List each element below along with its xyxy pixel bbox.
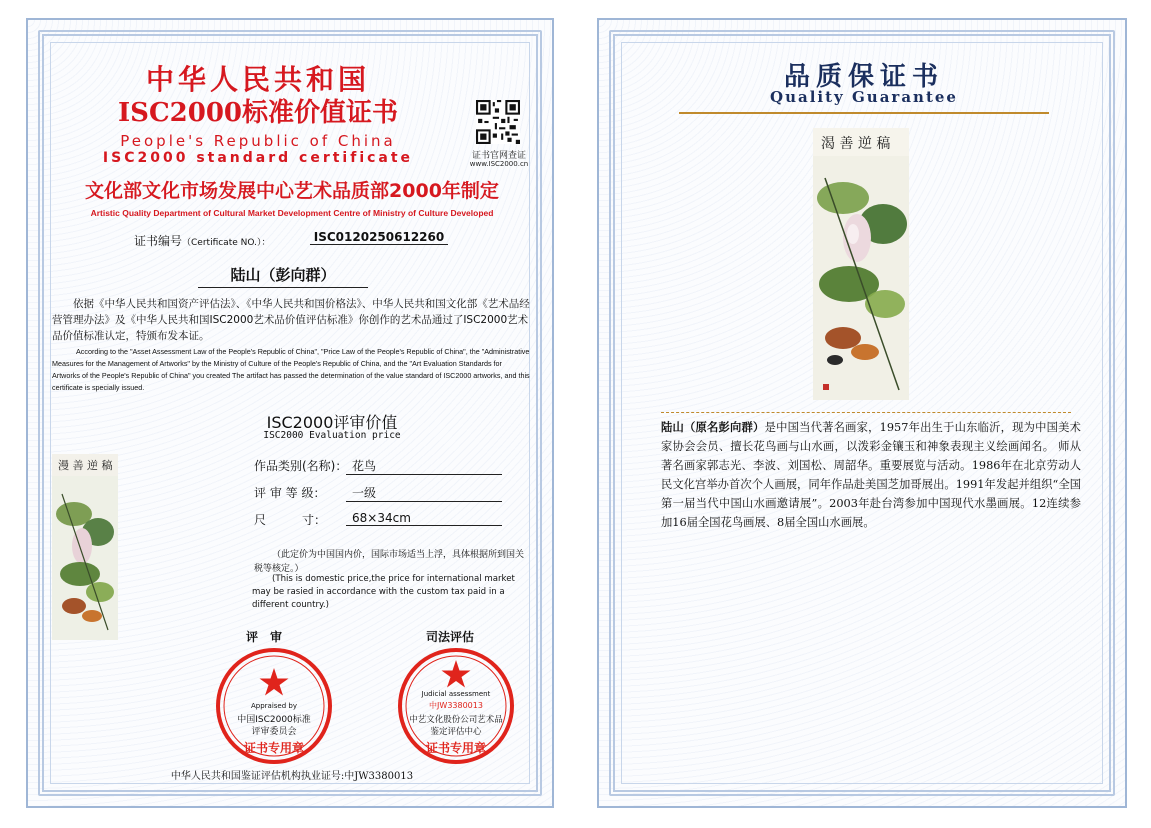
svg-text:中艺文化股份公司艺术品: 中艺文化股份公司艺术品 xyxy=(409,715,503,725)
svg-text:中国ISC2000标准: 中国ISC2000标准 xyxy=(237,715,311,725)
artist-biography xyxy=(661,418,1081,532)
certificate-title-isc: ISC2000标准价值证书 xyxy=(118,98,398,128)
department-cn: 文化部文化市场发展中心艺术品质部2000年制定 xyxy=(85,180,499,202)
license-footer: 中华人民共和国鉴证评估机构执业证号:中JW3380013 xyxy=(170,771,414,782)
title-divider xyxy=(679,112,1049,114)
review-seal-stamp xyxy=(214,646,334,766)
certificate-title-en: People's Republic of China xyxy=(120,132,396,150)
evaluation-subtitle: ISC2000 Evaluation price xyxy=(263,430,401,441)
svg-text:渴 善 逆 稿: 渴 善 逆 稿 xyxy=(821,136,891,152)
bio-text: 是中国当代著名画家，1957年出生于山东临沂，现为中国美术家协会会员、擅长花鸟画与山水画，以泼彩金镶玉和神象表现主义绘画闻名。 师从著名画家郭志光、李波、刘国松、周韶华。重要展览与活动。1986年在北京劳动人民文化宫举办首次个人画展，同年作品赴美国芝加哥展出。1991年发起并组织“全国第一届当代中国山水画邀请展”。2003年赴台湾参加中国现代水墨画展。12连续参加16届全国花鸟画展、8届全国山水画展。 xyxy=(661,421,1081,529)
legal-basis-cn: 依据《中华人民共和国资产评估法》、《中华人民共和国价格法》、中华人民共和国文化部《艺术品经营管理办法》及《中华人民共和国ISC2000艺术品价值评估标准》你创作的艺术品通过了ISC2000艺术品价值标准认定，特颁布发本证。 xyxy=(52,298,530,342)
cert-no-label-en: （Certificate NO.）： xyxy=(182,238,271,248)
svg-text:证书专用章: 证书专用章 xyxy=(425,741,487,755)
legal-basis-en: According to the "Asset Assessment Law of the People's Republic of China", "Price Law of the People's Republic of China", the "Administrative Measures for the Management of Artworks" by the Ministry of Culture of the People's Republic of China, and the "Art Evaluation Standards for Artworks of the People's Republic of China" you created The artifact has passed the determination of the value standard of ISC2000 artworks, and this certificate is specially issued. xyxy=(52,347,530,392)
evaluation-title: ISC2000评审价值 xyxy=(266,413,398,432)
field-grade-label: 评 审 等 级： xyxy=(254,486,326,500)
department-en: Artistic Quality Department of Cultural Market Development Centre of Ministry of Culture Developed xyxy=(90,208,494,218)
artwork-image xyxy=(813,128,909,400)
quality-guarantee-title: 品质保证书 xyxy=(783,62,944,92)
judicial-seal-stamp xyxy=(396,646,516,766)
certificate-left-page xyxy=(26,18,554,808)
field-size-value: 68×34cm xyxy=(346,511,502,526)
svg-text:证书专用章: 证书专用章 xyxy=(243,741,305,755)
svg-text:中JW3380013: 中JW3380013 xyxy=(429,701,483,710)
certificate-right-page xyxy=(597,18,1127,808)
quality-guarantee-subtitle: Quality Guarantee xyxy=(770,88,958,106)
svg-text:Appraised by: Appraised by xyxy=(251,702,297,710)
field-size-label: 尺 寸： xyxy=(254,513,327,527)
bio-divider xyxy=(661,412,1071,413)
field-category-value: 花鸟 xyxy=(346,457,502,475)
qr-url: www.ISC2000.cn xyxy=(469,160,529,168)
svg-text:漫 善 逆 稿: 漫 善 逆 稿 xyxy=(58,459,113,472)
svg-text:Judicial assessment: Judicial assessment xyxy=(421,690,491,698)
svg-text:鉴定评估中心: 鉴定评估中心 xyxy=(430,727,482,737)
certificate-subtitle-en: ISC2000 standard certificate xyxy=(102,150,414,166)
review-heading: 评 审 xyxy=(246,630,283,644)
cert-no-label-cn: 证书编号 xyxy=(134,234,183,248)
certificate-number-value: ISC0120250612260 xyxy=(310,230,448,245)
artist-name: 陆山（彭向群） xyxy=(198,264,368,288)
svg-text:评审委员会: 评审委员会 xyxy=(251,727,297,737)
field-grade-value: 一级 xyxy=(346,484,502,502)
qr-label: 证书官网查证 xyxy=(471,151,526,161)
certificate-number-label xyxy=(134,232,270,249)
judicial-heading: 司法评估 xyxy=(426,630,475,644)
artwork-thumbnail xyxy=(52,454,118,640)
price-note-cn: （此定价为中国国内价，国际市场适当上浮，具体根据所到国关税等核定。） xyxy=(254,550,525,574)
certificate-title-cn: 中华人民共和国 xyxy=(145,63,370,96)
price-note-en: (This is domestic price,the price for international market may be rasied in accordance with the custom tax paid in a different country.) xyxy=(252,574,515,610)
qr-code-icon xyxy=(476,100,520,144)
field-category-label: 作品类别(名称)： xyxy=(254,459,348,473)
bio-artist-name: 陆山（原名彭向群） xyxy=(661,420,765,434)
